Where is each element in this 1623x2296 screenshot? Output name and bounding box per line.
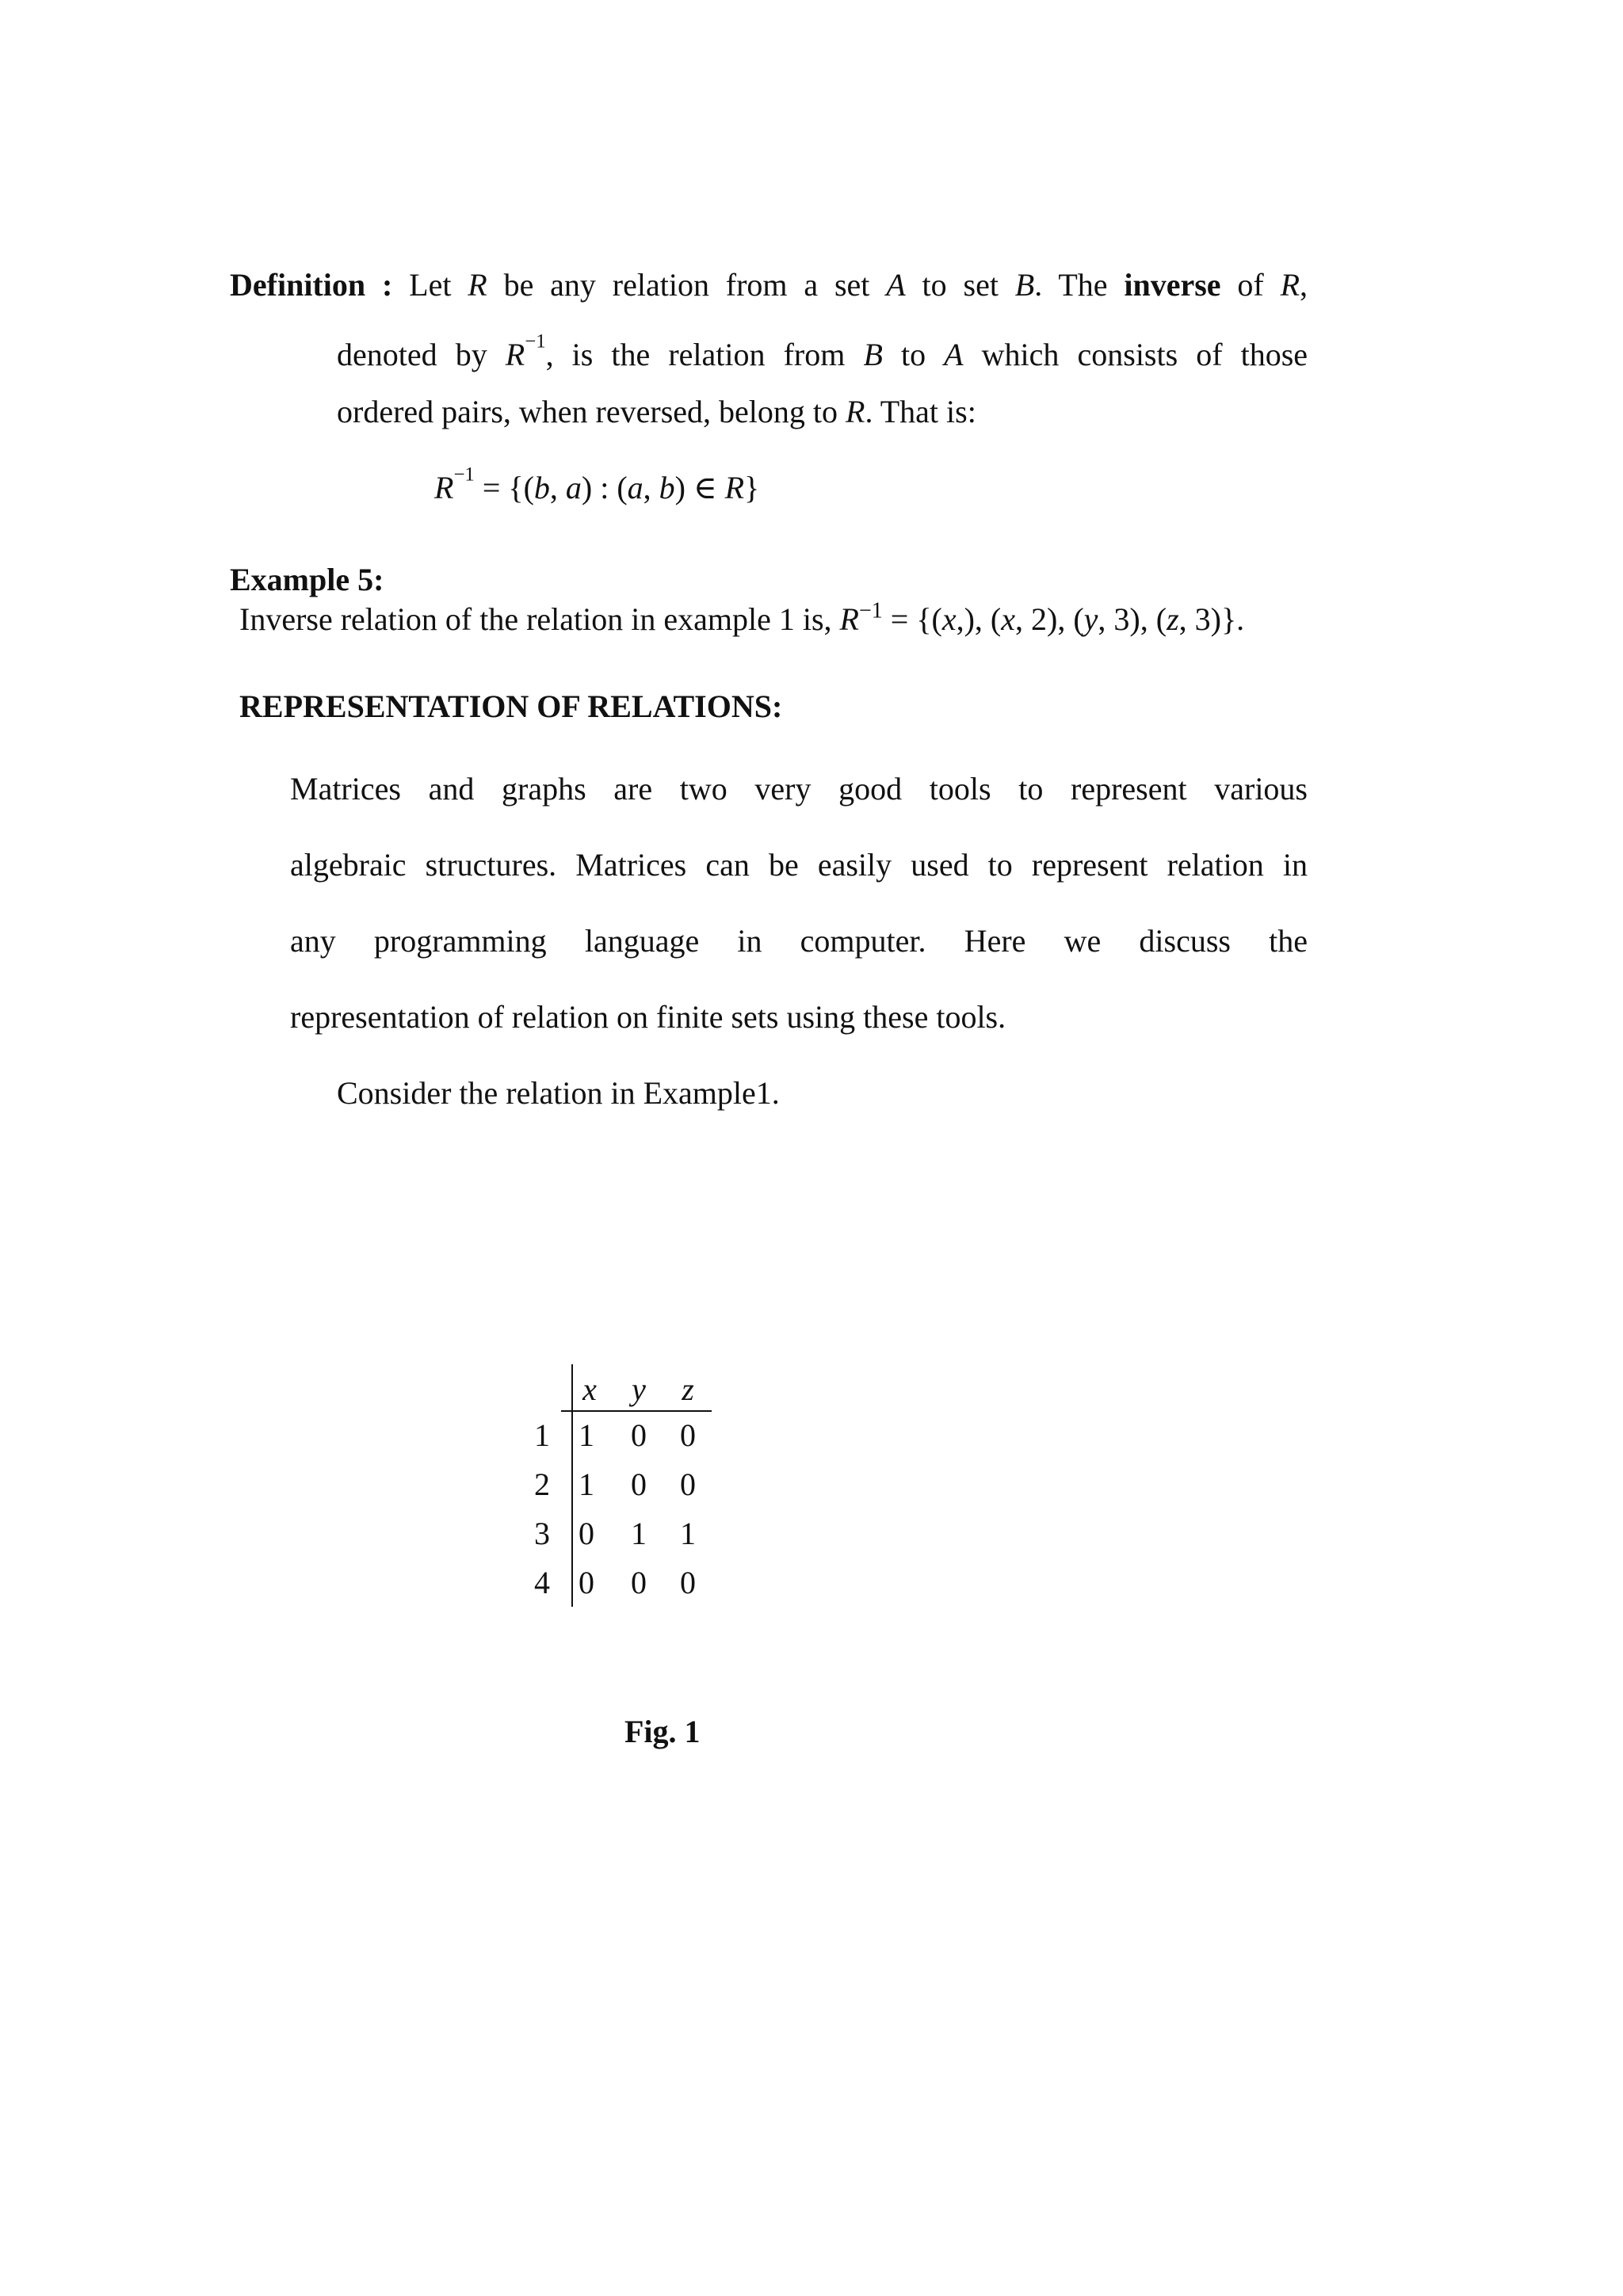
text: denoted by [337, 337, 487, 372]
inverse-formula [434, 463, 760, 507]
text: Let [409, 267, 452, 303]
var-R: R [434, 470, 454, 505]
text: to set [922, 267, 999, 303]
definition-line-1 [230, 266, 1308, 304]
inverse-superscript: −1 [858, 598, 883, 624]
text: to [900, 337, 926, 372]
inverse-superscript: −1 [525, 330, 546, 353]
figure-caption: Fig. 1 [624, 1714, 701, 1749]
var-R: R [839, 601, 859, 637]
var-x: x [1001, 601, 1016, 637]
matrix-cell: 1 [579, 1466, 594, 1502]
inverse-superscript: −1 [453, 463, 475, 486]
text: , 3)}. [1178, 601, 1245, 637]
text: } [744, 470, 760, 505]
var-A: A [944, 337, 964, 372]
definition-label: Definition [230, 267, 366, 303]
var-R: R [846, 394, 865, 429]
text: Inverse relation of the relation in example 1 is, [239, 601, 832, 637]
matrix-row-label: 2 [534, 1466, 550, 1502]
definition-line-3 [337, 393, 976, 431]
var-B: B [863, 337, 883, 372]
var-z: z [1167, 601, 1179, 637]
text: = {( [482, 470, 534, 505]
var-y: y [1083, 601, 1098, 637]
text: , [643, 470, 651, 505]
matrix-col-header: z [682, 1371, 694, 1407]
text: , [1300, 267, 1308, 303]
text: = {( [890, 601, 942, 637]
var-R: R [1280, 267, 1300, 303]
text: , 3), ( [1098, 601, 1167, 637]
matrix-row-label: 4 [534, 1565, 550, 1600]
text: be any relation from a set [503, 267, 870, 303]
matrix-cell: 0 [680, 1565, 696, 1600]
matrix-cell: 0 [680, 1466, 696, 1502]
var-R: R [505, 337, 525, 372]
relation-matrix [515, 1363, 721, 1616]
section-heading-text: REPRESENTATION OF RELATIONS: [239, 688, 783, 724]
matrix-cell: 0 [631, 1565, 647, 1600]
matrix-row-label: 1 [534, 1417, 550, 1453]
text: ordered pairs, when reversed, belong to [337, 394, 838, 429]
text: ) : ( [581, 470, 628, 505]
matrix-cell: 1 [579, 1417, 594, 1453]
text: . That is: [865, 394, 976, 429]
definition-colon: : [381, 267, 393, 303]
var-a: a [565, 470, 582, 505]
paragraph-line-1: Matrices and graphs are two very good tools to represent various [290, 771, 1308, 807]
var-A: A [886, 267, 906, 303]
var-B: B [1014, 267, 1035, 303]
matrix-cell: 0 [680, 1417, 696, 1453]
consider-line: Consider the relation in Example1. [337, 1075, 780, 1111]
paragraph-line-2: algebraic structures. Matrices can be easily used to represent relation in [290, 847, 1308, 883]
var-a: a [627, 470, 643, 505]
matrix-col-header: x [582, 1371, 597, 1407]
text: , [549, 470, 558, 505]
text: ) ∈ [674, 470, 717, 505]
matrix-col-header: y [632, 1371, 646, 1407]
matrix-cell: 0 [631, 1417, 647, 1453]
paragraph-line-4: representation of relation on finite sets using these tools. [290, 999, 1006, 1035]
text: , is the relation from [545, 337, 846, 372]
text: . The [1034, 267, 1108, 303]
section-heading [239, 688, 782, 726]
var-b: b [533, 470, 550, 505]
text: which consists of those [981, 337, 1308, 372]
matrix-cell: 0 [631, 1466, 647, 1502]
matrix-horizontal-rule [561, 1410, 712, 1412]
paragraph-line-3: any programming language in computer. Here we discuss the [290, 923, 1308, 959]
var-x: x [941, 601, 957, 637]
matrix-cell: 1 [680, 1516, 696, 1551]
var-R: R [468, 267, 487, 303]
text: of [1237, 267, 1264, 303]
matrix-row-label: 3 [534, 1516, 550, 1551]
example-5-body [239, 598, 1245, 639]
example-5-heading-text: Example 5: [230, 562, 384, 597]
matrix-cell: 0 [579, 1565, 594, 1600]
text: , 2), ( [1015, 601, 1084, 637]
var-R: R [724, 470, 745, 505]
matrix-cell: 1 [631, 1516, 647, 1551]
inverse-term: inverse [1124, 267, 1221, 303]
matrix-cell: 0 [579, 1516, 594, 1551]
text: ,), ( [956, 601, 1002, 637]
var-b: b [659, 470, 675, 505]
example-5-heading [230, 561, 384, 599]
definition-line-2 [337, 330, 1308, 374]
